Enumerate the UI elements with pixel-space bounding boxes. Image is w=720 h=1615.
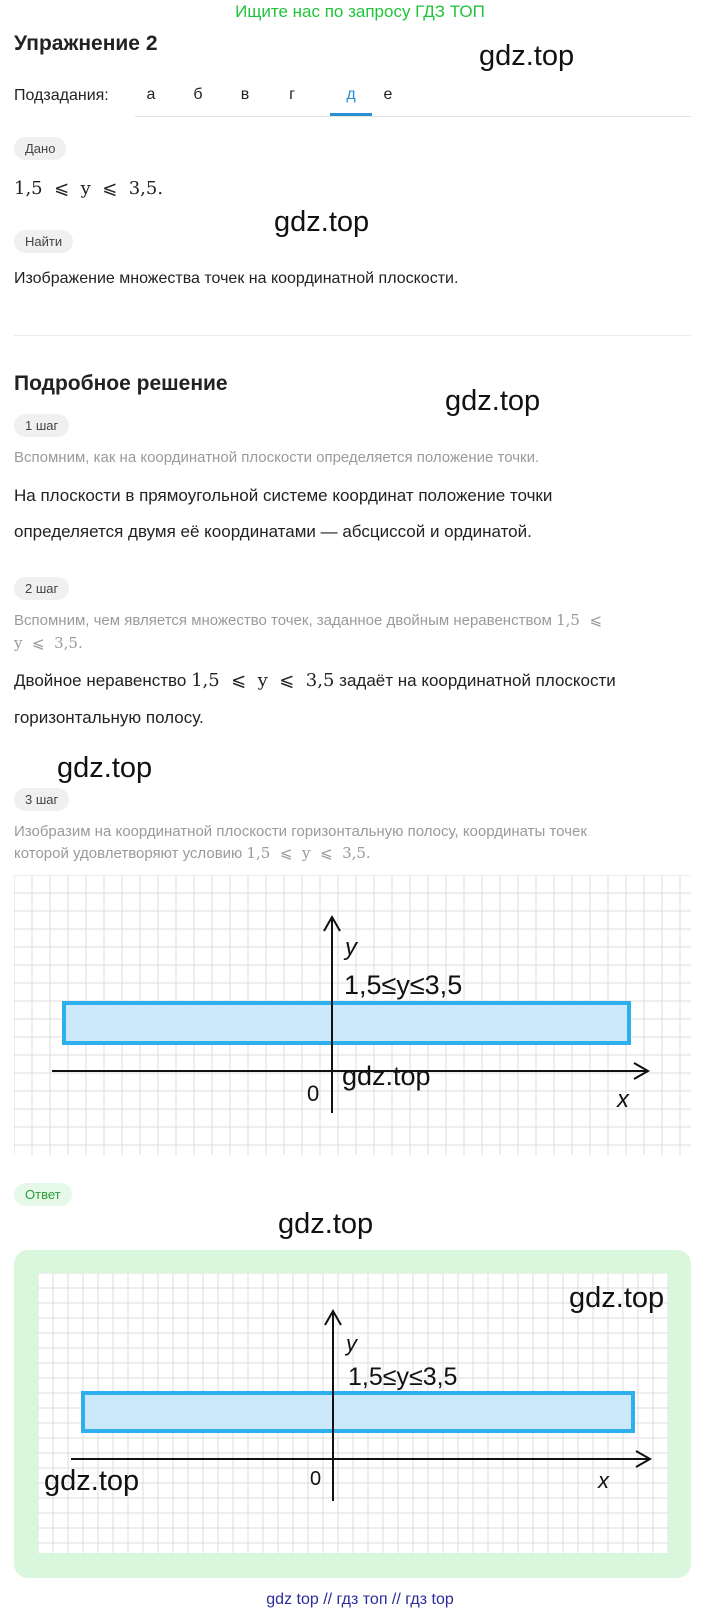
find-badge: Найти — [14, 230, 73, 253]
horizontal-band — [64, 1003, 629, 1043]
step3-hint-math: 1,5 ⩽ y ⩽ 3,5. — [246, 844, 371, 862]
step1-text-line1: На плоскости в прямоугольной системе координат положение точки — [14, 486, 553, 505]
step2-badge: 2 шаг — [14, 577, 69, 600]
step2-text-line1 — [14, 663, 616, 699]
y-axis-label: y — [346, 1331, 357, 1356]
active-tab-indicator — [330, 113, 372, 116]
tab-d[interactable]: д — [346, 86, 356, 103]
watermark: gdz.top — [44, 1465, 140, 1497]
x-axis-label: x — [598, 1468, 609, 1493]
search-banner: Ищите нас по запросу ГДЗ ТОП — [235, 2, 485, 21]
watermark: gdz.top — [445, 385, 541, 417]
step3-coordinate-figure — [14, 875, 691, 1155]
tab-a[interactable]: а — [146, 86, 156, 103]
given-inequality: 1,5 ⩽ y ⩽ 3,5. — [14, 178, 164, 199]
section-divider — [14, 335, 691, 336]
watermark: gdz.top — [479, 40, 575, 72]
exercise-title: Упражнение 2 — [14, 32, 158, 55]
step1-badge: 1 шаг — [14, 414, 69, 437]
tab-g[interactable]: г — [289, 86, 295, 103]
given-badge: Дано — [14, 137, 66, 160]
answer-badge: Ответ — [14, 1183, 72, 1206]
step1-text-line2: определяется двумя её координатами — абсциссой и ординатой. — [14, 522, 532, 541]
x-axis-label: x — [617, 1086, 629, 1113]
watermark: gdz.top — [274, 206, 370, 238]
find-text: Изображение множества точек на координатной плоскости. — [14, 270, 459, 287]
watermark: gdz.top — [569, 1282, 665, 1314]
watermark: gdz.top — [278, 1208, 374, 1240]
step2-hint-math-b: y ⩽ 3,5. — [14, 634, 83, 652]
step3-hint-line2 — [14, 843, 371, 864]
step2-hint-text: Вспомним, чем является множество точек, заданное двойным неравенством — [14, 612, 552, 629]
step2-text-line2: горизонтальную полосу. — [14, 708, 204, 727]
step2-text-a: Двойное неравенство — [14, 671, 187, 690]
tab-e[interactable]: е — [383, 86, 393, 103]
subtask-tabs — [135, 78, 691, 117]
step2-hint-line2 — [14, 633, 83, 654]
step3-hint-line1: Изобразим на координатной плоскости горизонтальную полосу, координаты точек — [14, 823, 587, 840]
answer-coordinate-figure — [38, 1273, 668, 1553]
subtasks-label: Подзадания: — [14, 87, 109, 104]
step1-hint: Вспомним, как на координатной плоскости определяется положение точки. — [14, 449, 540, 466]
step2-hint-math-a: 1,5 ⩽ — [556, 611, 603, 629]
step2-text-b: задаёт на координатной плоскости — [339, 671, 616, 690]
step3-hint-text: которой удовлетворяют условию — [14, 845, 243, 862]
step2-text-math: 1,5 ⩽ y ⩽ 3,5 — [191, 670, 335, 691]
footer-links: gdz top // гдз топ // гдз top — [266, 1591, 454, 1608]
solution-heading: Подробное решение — [14, 372, 228, 395]
y-axis-label: y — [345, 934, 357, 961]
watermark: gdz.top — [342, 1061, 431, 1091]
watermark: gdz.top — [57, 752, 153, 784]
step2-hint-line1 — [14, 610, 602, 631]
band-label: 1,5≤y≤3,5 — [348, 1363, 458, 1391]
tab-b[interactable]: б — [193, 86, 203, 103]
step3-badge: 3 шаг — [14, 788, 69, 811]
horizontal-band — [83, 1393, 633, 1431]
band-label: 1,5≤y≤3,5 — [344, 970, 463, 1000]
tab-v[interactable]: в — [240, 86, 250, 103]
origin-label: 0 — [310, 1468, 322, 1490]
origin-label: 0 — [307, 1081, 320, 1106]
